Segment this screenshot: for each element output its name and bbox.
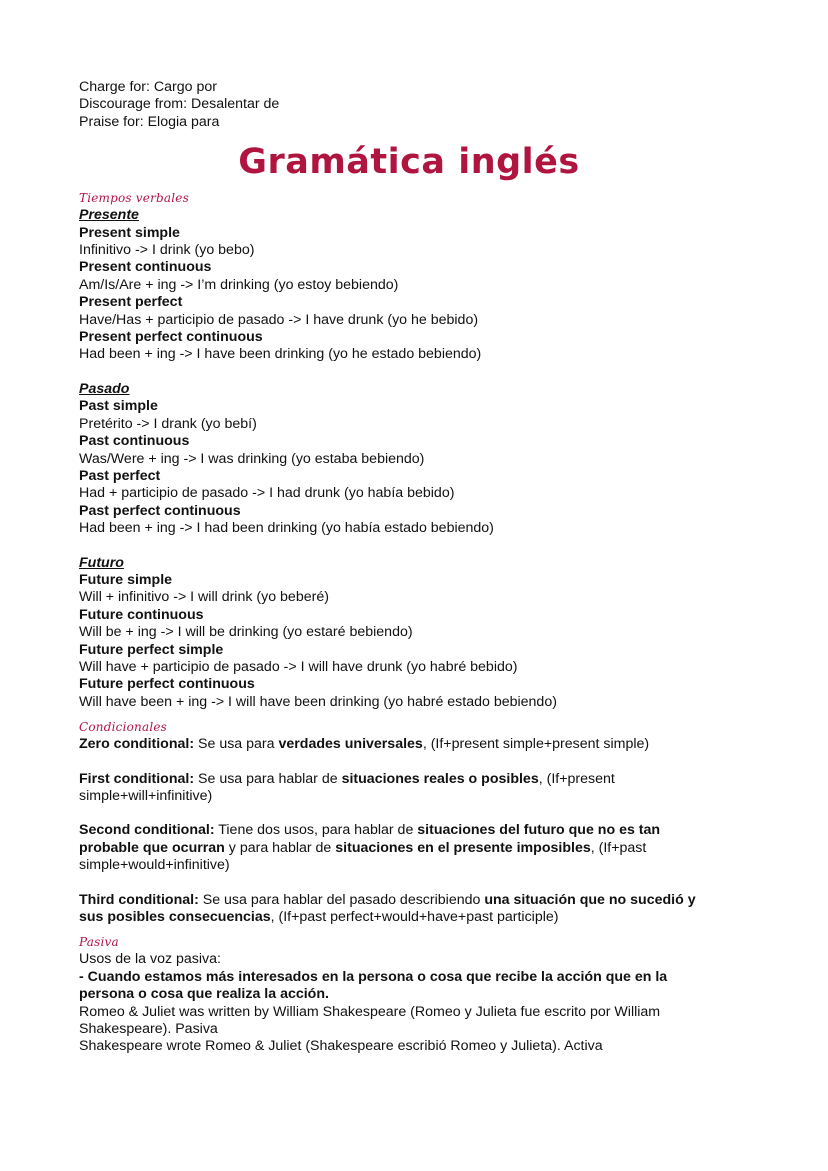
second-conditional — [79, 822, 769, 839]
conditional-highlight: situaciones del futuro que no es tan — [417, 822, 661, 839]
tense-name: Present perfect — [79, 294, 183, 311]
conditional-text: y para hablar de — [224, 839, 336, 856]
tense-name: Past continuous — [79, 433, 190, 450]
intro-line: Charge for: Cargo por — [79, 79, 218, 95]
pasiva-example: Shakespeare wrote Romeo & Juliet (Shakespeare escribió Romeo y Julieta). Activa — [79, 1038, 603, 1055]
tense-desc: Had been + ing -> I had been drinking (yo había estado bebiendo) — [79, 520, 494, 537]
tense-desc: Infinitivo -> I drink (yo bebo) — [79, 242, 255, 259]
tense-name: Present continuous — [79, 259, 212, 276]
conditional-label: Second conditional: — [79, 822, 215, 839]
section-heading-condicionales: Condicionales — [79, 720, 168, 735]
intro-line: Praise for: Elogia para — [79, 113, 220, 130]
conditional-text: simple+would+infinitive) — [79, 857, 230, 874]
conditional-text: simple+will+infinitive) — [79, 788, 213, 804]
conditional-text: , (If+past perfect+would+have+past participle) — [270, 909, 559, 926]
tense-desc: Will be + ing -> I will be drinking (yo estaré bebiendo) — [79, 624, 413, 641]
conditional-label: Third conditional: — [79, 891, 199, 908]
tense-desc: Was/Were + ing -> I was drinking (yo estaba bebiendo) — [79, 450, 425, 467]
page-title: Gramática inglés — [238, 142, 580, 183]
pasiva-rule: - Cuando estamos más interesados en la persona o cosa que recibe la acción que en la — [79, 968, 668, 985]
tense-name: Present simple — [79, 224, 180, 241]
conditional-text: Se usa para hablar de — [194, 770, 342, 787]
section-heading-tiempos: Tiempos verbales — [79, 191, 189, 206]
third-conditional-line2 — [79, 909, 769, 926]
tense-name: Future perfect simple — [79, 641, 224, 658]
conditional-text: Se usa para — [194, 736, 279, 753]
conditional-text: , (If+present — [538, 770, 615, 787]
pasiva-example: Shakespeare). Pasiva — [79, 1021, 218, 1038]
pasiva-example: Romeo & Juliet was written by William Shakespeare (Romeo y Julieta fue escrito por William — [79, 1003, 661, 1020]
tense-desc: Will + infinitivo -> I will drink (yo beberé) — [79, 589, 329, 606]
third-conditional — [79, 892, 769, 909]
tense-desc: Will have + participio de pasado -> I will have drunk (yo habré bebido) — [79, 658, 518, 675]
tense-desc: Have/Has + participio de pasado -> I have drunk (yo he bebido) — [79, 311, 479, 328]
subsection-presente: Presente — [79, 207, 139, 224]
tense-desc: Will have been + ing -> I will have been drinking (yo habré estado bebiendo) — [79, 693, 557, 710]
tense-desc: Had been + ing -> I have been drinking (yo he estado bebiendo) — [79, 346, 482, 363]
intro-line: Discourage from: Desalentar de — [79, 96, 280, 113]
tense-name: Present perfect continuous — [79, 329, 263, 346]
tense-desc: Pretérito -> I drank (yo bebí) — [79, 415, 257, 432]
tense-name: Past simple — [79, 398, 158, 415]
conditional-highlight: situaciones en el presente imposibles — [335, 839, 591, 856]
conditional-highlight: sus posibles consecuencias — [79, 909, 271, 926]
pasiva-intro: Usos de la voz pasiva: — [79, 951, 221, 968]
conditional-label: First conditional: — [79, 770, 195, 787]
zero-conditional — [79, 736, 769, 753]
conditional-highlight: situaciones reales o posibles — [341, 770, 539, 787]
conditional-label: Zero conditional: — [79, 736, 195, 753]
first-conditional — [79, 771, 769, 788]
subsection-pasado: Pasado — [79, 380, 130, 397]
conditional-text: Se usa para hablar del pasado describiendo — [198, 891, 485, 908]
pasiva-rule: persona o cosa que realiza la acción. — [79, 986, 329, 1003]
conditional-highlight: verdades universales — [278, 736, 423, 753]
conditional-highlight: probable que ocurran — [79, 839, 225, 856]
conditional-text: , (If+past — [590, 839, 647, 856]
tense-name: Past perfect continuous — [79, 502, 241, 519]
tense-desc: Had + participio de pasado -> I had drunk (yo había bebido) — [79, 485, 455, 502]
conditional-highlight: una situación que no sucedió y — [484, 891, 696, 908]
subsection-futuro: Futuro — [79, 554, 124, 571]
tense-name: Future simple — [79, 571, 173, 588]
tense-name: Future continuous — [79, 606, 204, 623]
document-page — [79, 79, 769, 1056]
tense-name: Past perfect — [79, 467, 161, 484]
second-conditional-line2 — [79, 840, 769, 857]
conditional-text: , (If+present simple+present simple) — [422, 736, 650, 753]
conditional-text: Tiene dos usos, para hablar de — [214, 822, 418, 839]
section-heading-pasiva: Pasiva — [79, 935, 119, 950]
tense-desc: Am/Is/Are + ing -> I’m drinking (yo estoy bebiendo) — [79, 276, 399, 293]
tense-name: Future perfect continuous — [79, 676, 255, 693]
